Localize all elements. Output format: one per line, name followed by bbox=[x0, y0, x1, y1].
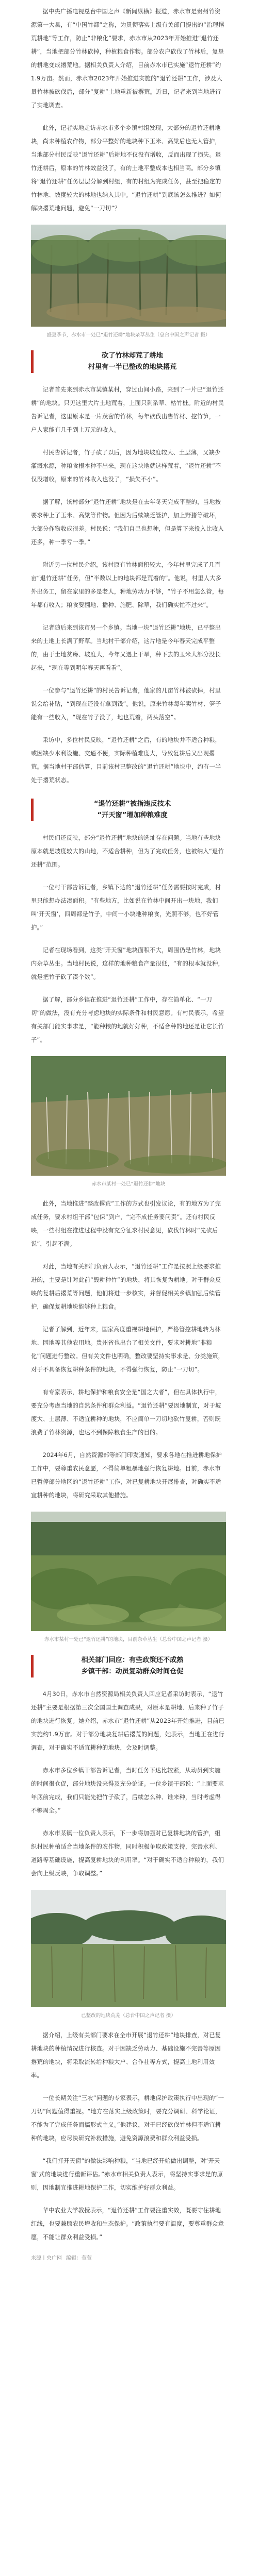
article-paragraph: 附近另一位村民介绍，该村原有竹林面积较大，今年村里完成了几百亩“退竹还耕”任务，但“半数以上的地块都是荒着的”。他说，村里人大多外出务工，留在家里的多是老人，种地劳动力不够，“竹子不用怎么管，每年都有收入；粮食要翻地、播种、施肥、除草，我们确实忙不过来”。 bbox=[31, 562, 224, 608]
deserted-field-photo bbox=[31, 1890, 226, 2007]
article-photo-2 bbox=[31, 1056, 226, 1176]
article-paragraph: 据了解，部分乡镇在推进“退竹还耕”工作中，存在简单化、“一刀切”的做法，没有充分考虑地块的实际条件和村民意愿。有村民表示，希望有关部门能实事求是，“能种粮的地就好好种，不适合种的地还是让它长竹子”。 bbox=[31, 996, 224, 1043]
section-heading-1 bbox=[31, 350, 226, 373]
section-3-body bbox=[31, 1688, 226, 1880]
photo-2-caption: 赤水市某村一处已“退竹还耕”地块 bbox=[91, 1181, 166, 1187]
heading-3-line-1: 相关部门回应：有些政策还不成熟 bbox=[81, 1656, 184, 1664]
article-paragraph: 一位参与“退竹还耕”的村民告诉记者，他家的几亩竹林被砍掉，村里说会给补贴，“到现在还没有拿到钱”。他说，原来竹林每年卖竹材、笋子能有一些收入，“现在竹子没了，地也荒着，两头落空”。 bbox=[31, 687, 221, 721]
closing-section bbox=[31, 2029, 226, 2244]
photo-4-caption: 已整改的地块荒芜（总台中国之声记者 摄） bbox=[81, 2013, 176, 2019]
article-paragraph: 有专家表示，耕地保护和粮食安全是“国之大者”，但在具体执行中，要充分考虑当地的自然条件和群众利益。“退竹还耕”要因地制宜，对于坡度大、土层薄、不适宜耕种的地块，不应简单一刀切地砍竹复耕，否则既浪费了竹林资源，也达不到保障粮食生产的目的。 bbox=[31, 1389, 221, 1436]
article-paragraph: 记者了解到，近年来，国家高度重视耕地保护，严格管控耕地转为林地、园地等其他农用地。贵州省也出台了相关文件，要求对耕地“非粮化”问题进行整改。但有关文件也明确，整改要坚持实事求是、分类施策，对于不具备恢复耕种条件的地块，不得强行恢复，防止“一刀切”。 bbox=[31, 1326, 224, 1373]
article-paragraph: 据中央广播电视总台中国之声《新闻纵横》报道，赤水市是贵州竹资源第一大县，有“中国竹都”之称，为贯彻落实上级有关部门提出的“治理撂荒耕地”等工作，防止“非粮化”要求，赤水市从2023年开始推进“退竹还耕”，当地把部分竹林砍掉，种植粮食作物。部分农户砍伐了竹林后，复垦的耕地变成撂荒地。据相关负责人介绍，目前赤水市已实施“退竹还耕”约1.9万亩。然而，赤水市2023年开始推进实施的“退竹还耕”工作，涉及大量竹林被砍伐后，部分“复耕”土地重新被撂荒。近日，记者来到当地进行了实地调查。 bbox=[31, 8, 224, 109]
editor-label: 编辑：萱萱 bbox=[66, 2256, 92, 2261]
photo-3-caption: 赤水市某村一处已“退竹还耕”的地块，目前杂草丛生（总台中国之声记者 摄） bbox=[44, 1637, 213, 1642]
article-paragraph: 此外，当地推进“整改撂荒”工作的方式也引发议论，有的地方为了完成任务，要求村组干部“包保”到户，“完不成任务要问责”。还有村民反映，一些村组在推进过程中没有充分征求村民意见，砍伐竹林时“先砍后说”，引起不满。 bbox=[31, 1200, 221, 1247]
intro-section bbox=[31, 5, 226, 215]
article-paragraph: 村民告诉记者，竹子砍了以后，因为地块坡度较大、土层薄，又缺少灌溉水源，种粮食根本种不出来。现在这块地就这样荒着，“退竹还耕”不仅没增收，原来的竹林收入也没了，“损失不小”。 bbox=[31, 449, 221, 483]
article-paragraph: 据了解，该村部分“退竹还耕”地块是在去年冬天完成平整的，当地按要求种上了玉米、高粱等作物。但因为后续缺乏管护，加上野猪等破坏，大部分作物收成很差。村民说：“我们自己也想种，但是算下来投入比收入还多，种一季亏一季。” bbox=[31, 499, 224, 546]
heading-1-line-1: 砍了竹林却荒了耕地 bbox=[102, 352, 163, 360]
overgrown-plot-photo bbox=[31, 1512, 226, 1631]
heading-1-line-2: 村里有一半已整改的地块撂荒 bbox=[88, 363, 177, 371]
article-photo-4 bbox=[31, 1890, 226, 2007]
section-heading-2 bbox=[31, 799, 226, 821]
heading-accent-bar bbox=[31, 350, 34, 373]
article-paragraph: 此外，记者实地走访赤水市多个乡镇村组发现，大部分的退竹还耕地块，尚未种植农作物，部分平整好的地块种下玉米、高粱后也无人管护，当地部分村民反映“退竹还耕”后耕地不仅没有增收，反而出现了损失。退竹还耕后，原本的竹林效益没了，有的土地平整成本也相当高。部分乡镇将“退竹还耕”任务层层分解到村组，有的村组为完成任务，甚至把稳定的竹林地、坡度较大的林地也纳入其中。“退竹还耕”到底该怎么推进？如何解决撂荒地问题，避免“一刀切”？ bbox=[31, 125, 221, 212]
heading-accent-bar bbox=[31, 799, 34, 821]
section-2-body bbox=[31, 832, 226, 1047]
article-paragraph: 记者首先来到赤水市某镇某村，穿过山间小路，来到了一片已“退竹还耕”的地块。只见这里大片土地荒着，上面只剩杂草、枯竹桩。附近的村民告诉记者，这里原本是一片茂密的竹林，每年砍伐出售竹材、挖竹笋，一户人家能有几千到上万元的收入。 bbox=[31, 386, 224, 433]
article-paragraph: 据介绍，上级有关部门要求在全市开展“退竹还耕”地块排查，对已复耕地块的种植情况进行核查。对于因缺乏劳动力、基础设施不完善等原因撂荒的地块，将采取流转给种粮大户、合作社等方式，提高土地利用效率。 bbox=[31, 2032, 221, 2079]
article-paragraph: 一位村干部告诉记者，乡镇下达的“退竹还耕”任务需要按时完成，村里只能想办法凑面积。“有些地方，比如说在竹林中间开出一块地，我们叫‘开天窗’，四周都是竹子，中间一小块地种粮食，光照不够，也不好管护。” bbox=[31, 884, 221, 931]
article bbox=[0, 5, 258, 2576]
photo-1-caption: 盛夏季节，赤水市一处已“退竹还耕”地块杂草丛生（总台中国之声记者 摄） bbox=[46, 332, 211, 338]
article-paragraph: 记者随后来到该市另一个乡镇。当地一块“退竹还耕”地块，已平整出来的土地上长满了野草。当地村干部介绍，这片地是今年春天完成平整的，由于土地贫瘠、坡度大，今年又遇上干旱，种下去的玉米大部分没长起来，“现在等到明年春天再看看”。 bbox=[31, 624, 221, 671]
article-paragraph: 2024年6月，自然资源部等部门印发通知，要求各地在推进耕地保护工作中，要尊重农民意愿，不得简单粗暴地强行恢复耕地。目前，赤水市已暂停部分地区的“退竹还耕”工作，对已复耕地块开展排查，对确实不适宜耕种的地块，将研究采取其他措施。 bbox=[31, 1452, 222, 1499]
article-paragraph: 一位长期关注“三农”问题的专家表示，耕地保护政策执行中出现的“一刀切”问题值得重视。“地方在落实上级政策时，要充分调研、科学论证，不能为了完成任务而搞形式主义。”他建议，对于已经砍伐竹林但不适宜耕种的地块，应尽快研究补救措施，避免资源浪费和群众利益受损。 bbox=[31, 2095, 224, 2142]
section-2-continued bbox=[31, 1197, 226, 1502]
article-paragraph: 记者在现场看到，这类“开天窗”地块面积不大，周围仍是竹林，地块内杂草丛生。当地村民说，这样的地种粮食产量很低，“有的根本就没种，就是把竹子砍了凑个数”。 bbox=[31, 947, 224, 980]
cleared-hillside-photo bbox=[31, 1056, 226, 1176]
section-1-body bbox=[31, 383, 226, 787]
article-paragraph: 4月30日，赤水市自然资源局相关负责人回应记者采访时表示，“退竹还耕”主要是根据第三次全国国土调查成果，对原本是耕地、后来种了竹子的地块进行恢复。她介绍，赤水市“退竹还耕”从2023年开始推进，目前已实施约1.9万亩。对于部分地块复耕后撂荒的问题，她表示，当地正在进行调查，对于确实不适宜耕种的地块，会及时调整。 bbox=[31, 1691, 225, 1751]
article-paragraph: 赤水市某镇一位负责人表示，下一步将加强对已复耕地块的管护，组织村民种植适合当地条件的农作物，同时积极争取政策支持，完善水利、道路等基础设施，提高复耕地块的利用率。“对于确实不适合种粮的，我们会向上级反映，争取调整。” bbox=[31, 1830, 224, 1877]
article-paragraph: 对此，当地有关部门负责人表示，“退竹还耕”工作是按照上级要求推进的，主要是针对此前“毁耕种竹”的地块，将其恢复为耕地。对于群众反映的复耕后撂荒等问题，他们将进一步核实，并督促相关乡镇加强后续管护，确保复耕地块能够种上粮食。 bbox=[31, 1263, 221, 1310]
bamboo-field-photo bbox=[31, 225, 226, 327]
article-source bbox=[31, 2253, 226, 2261]
section-heading-3 bbox=[31, 1655, 226, 1677]
article-photo-1 bbox=[31, 225, 226, 327]
article-paragraph: “我们打开天窗”的做法影响种粮，“当地已经开始做出调整，对‘开天窗’式的地块进行重新评估。”赤水市相关负责人表示，将坚持实事求是的原则，因地制宜推进耕地保护工作，切实维护好群众利益。 bbox=[31, 2158, 223, 2191]
heading-2-line-1: “退竹还耕”被指违反技术 bbox=[93, 800, 171, 808]
article-photo-3 bbox=[31, 1512, 226, 1631]
article-paragraph: 采访中，多位村民反映，“退竹还耕”之后，有的地块并不适合种粮，或因缺少水利设施、交通不便，实际种植难度大，导致复耕后又出现撂荒。据当地村干部估算，目前该村已整改的“退竹还耕”地块中，约有一半处于撂荒状态。 bbox=[31, 737, 221, 784]
article-paragraph: 村民们还反映，部分“退竹还耕”地块的选址存在问题。当地有些地块原本就是坡度较大的山地，不适合耕种，但为了完成任务，也被纳入“退竹还耕”范围。 bbox=[31, 835, 224, 868]
heading-2-line-2: “开天窗”增加种粮难度 bbox=[97, 811, 168, 819]
heading-3-line-2: 乡镇干部：动员复动群众时间仓促 bbox=[81, 1668, 184, 1675]
article-paragraph: 华中农业大学教授表示，“退竹还耕”工作要注重实效，既要守住耕地红线，也要兼顾农民增收和生态保护。“政策执行要有温度，要尊重群众意愿，不能让群众利益受损。” bbox=[31, 2207, 224, 2241]
source-label: 来源丨央广网 bbox=[31, 2256, 62, 2261]
heading-accent-bar bbox=[31, 1655, 34, 1677]
article-paragraph: 赤水市多位乡镇干部告诉记者，当时任务下达比较紧，从动员到实施的时间很仓促，部分地块没来得及充分论证。一位乡镇干部说：“上面要求年底前完成，我们只能先把竹子砍了，后续怎么种、谁来种，当时考虑得不够周全。” bbox=[31, 1767, 224, 1814]
